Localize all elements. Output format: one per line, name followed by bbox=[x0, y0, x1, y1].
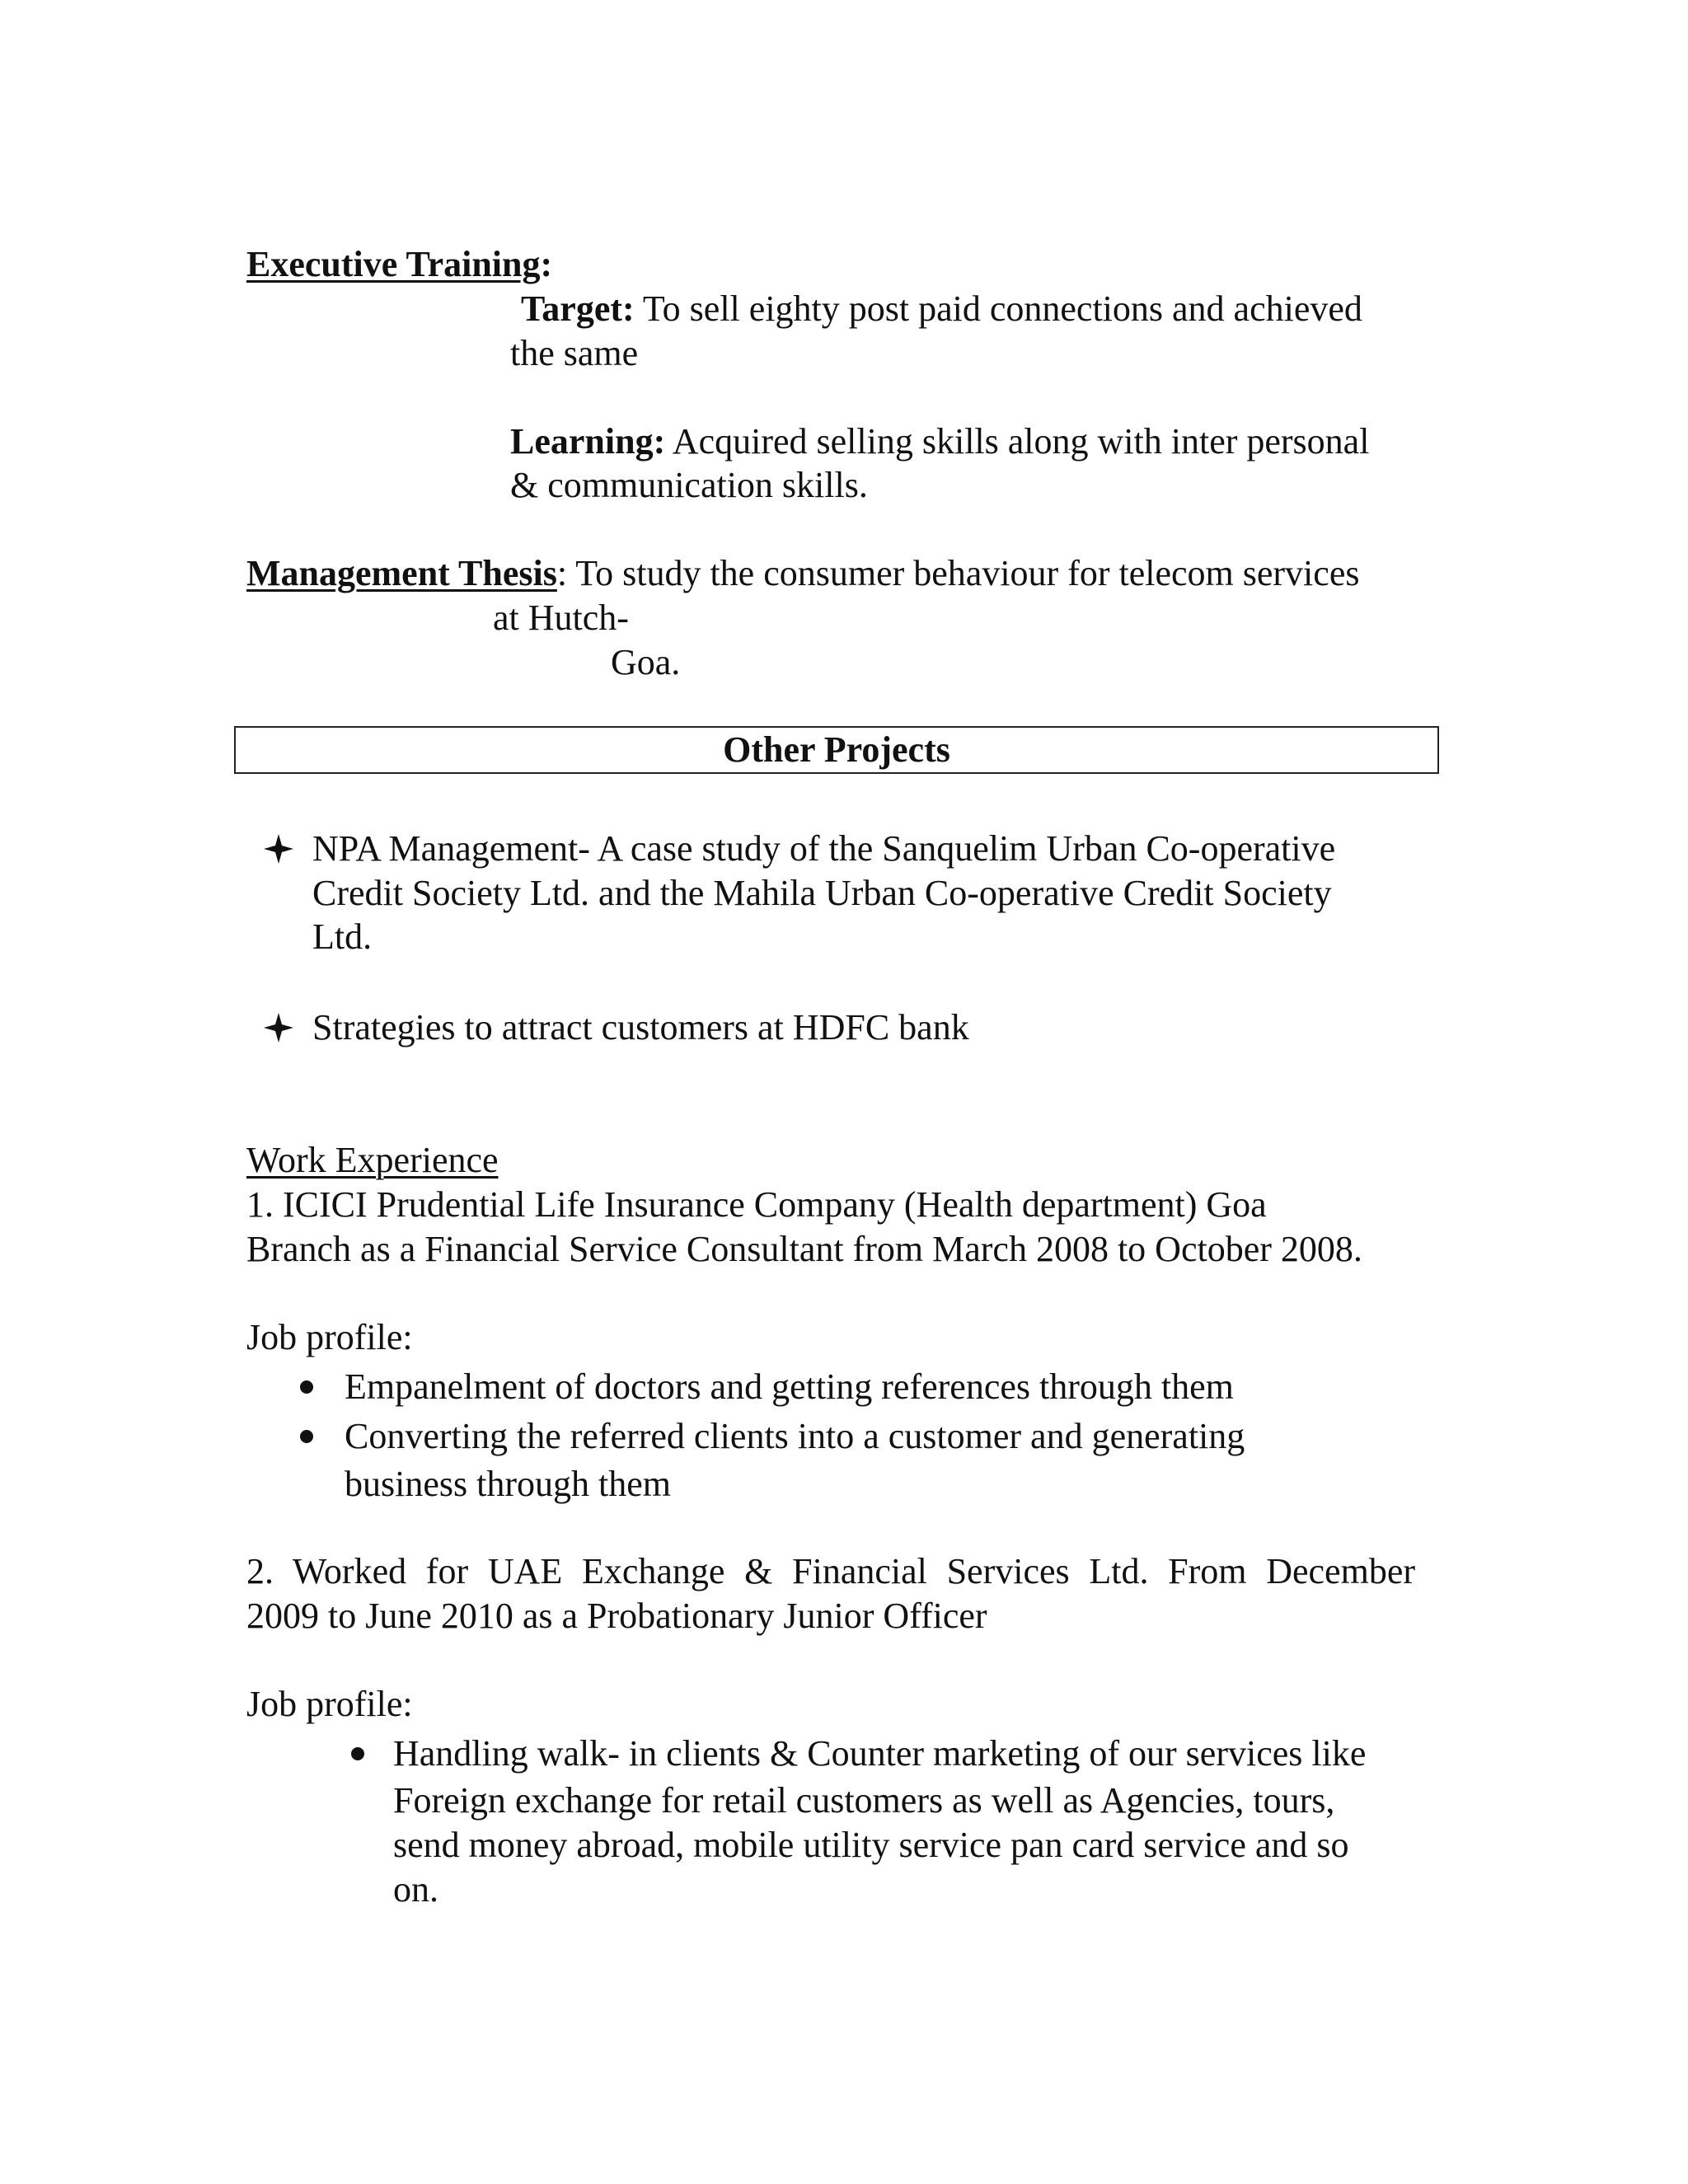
bullet-dot-icon bbox=[300, 1380, 313, 1394]
executive-training-colon: : bbox=[540, 244, 553, 284]
bullet-dot-icon bbox=[351, 1747, 364, 1760]
job-1-bullet-2-line-2: business through them bbox=[345, 1464, 671, 1504]
job-1-bullet-1: Empanelment of doctors and getting references through them bbox=[345, 1366, 1234, 1407]
other-projects-title: Other Projects bbox=[723, 729, 950, 770]
learning-text: Acquired selling skills along with inter personal bbox=[665, 421, 1370, 462]
job-2-bullet-1-line-1: Handling walk- in clients & Counter marketing of our services like bbox=[393, 1733, 1367, 1774]
management-thesis-text: : To study the consumer behaviour for telecom services bbox=[556, 553, 1360, 593]
learning-line-2: & communication skills. bbox=[510, 465, 868, 505]
target-line-2: the same bbox=[510, 333, 639, 373]
diamond-bullet-icon bbox=[262, 1011, 295, 1044]
bullet-dot-icon bbox=[300, 1430, 313, 1443]
job-2-profile-label: Job profile: bbox=[246, 1684, 413, 1724]
management-thesis-line-3: Goa. bbox=[611, 642, 681, 682]
management-thesis-heading: Management Thesis bbox=[246, 553, 557, 593]
executive-training-title: Executive Training bbox=[246, 244, 541, 284]
project-1-line-3: Ltd. bbox=[312, 916, 373, 957]
job-1-profile-label: Job profile: bbox=[246, 1317, 413, 1357]
target-line-1 bbox=[521, 287, 1362, 331]
work-experience-heading: Work Experience bbox=[246, 1140, 499, 1180]
other-projects-box bbox=[234, 726, 1439, 774]
management-thesis-line-1 bbox=[246, 551, 1359, 596]
job-1-bullet-2-line-1: Converting the referred clients into a customer and generating bbox=[345, 1416, 1245, 1456]
target-label: Target: bbox=[521, 288, 635, 329]
diamond-bullet-icon bbox=[262, 832, 295, 865]
project-2-line-1: Strategies to attract customers at HDFC bank bbox=[312, 1007, 969, 1047]
job-2-line-1: 2. Worked for UAE Exchange & Financial Services Ltd. From December bbox=[246, 1551, 1415, 1591]
target-text: To sell eighty post paid connections and achieved bbox=[634, 288, 1362, 329]
learning-label: Learning: bbox=[510, 421, 666, 462]
project-1-line-1: NPA Management- A case study of the Sanquelim Urban Co-operative bbox=[312, 828, 1336, 869]
job-1-line-1: 1. ICICI Prudential Life Insurance Company (Health department) Goa bbox=[246, 1184, 1267, 1225]
job-1-line-2: Branch as a Financial Service Consultant from March 2008 to October 2008. bbox=[246, 1229, 1362, 1269]
job-2-bullet-1-line-2: Foreign exchange for retail customers as well as Agencies, tours, bbox=[393, 1780, 1335, 1821]
executive-training-heading bbox=[246, 242, 552, 287]
learning-line-1 bbox=[510, 419, 1369, 464]
management-thesis-line-2: at Hutch- bbox=[493, 598, 629, 638]
project-1-line-2: Credit Society Ltd. and the Mahila Urban Co-operative Credit Society bbox=[312, 873, 1332, 913]
job-2-bullet-1-line-4: on. bbox=[393, 1869, 438, 1910]
job-2-bullet-1-line-3: send money abroad, mobile utility service pan card service and so bbox=[393, 1825, 1349, 1865]
job-2-line-2: 2009 to June 2010 as a Probationary Junior Officer bbox=[246, 1596, 987, 1636]
